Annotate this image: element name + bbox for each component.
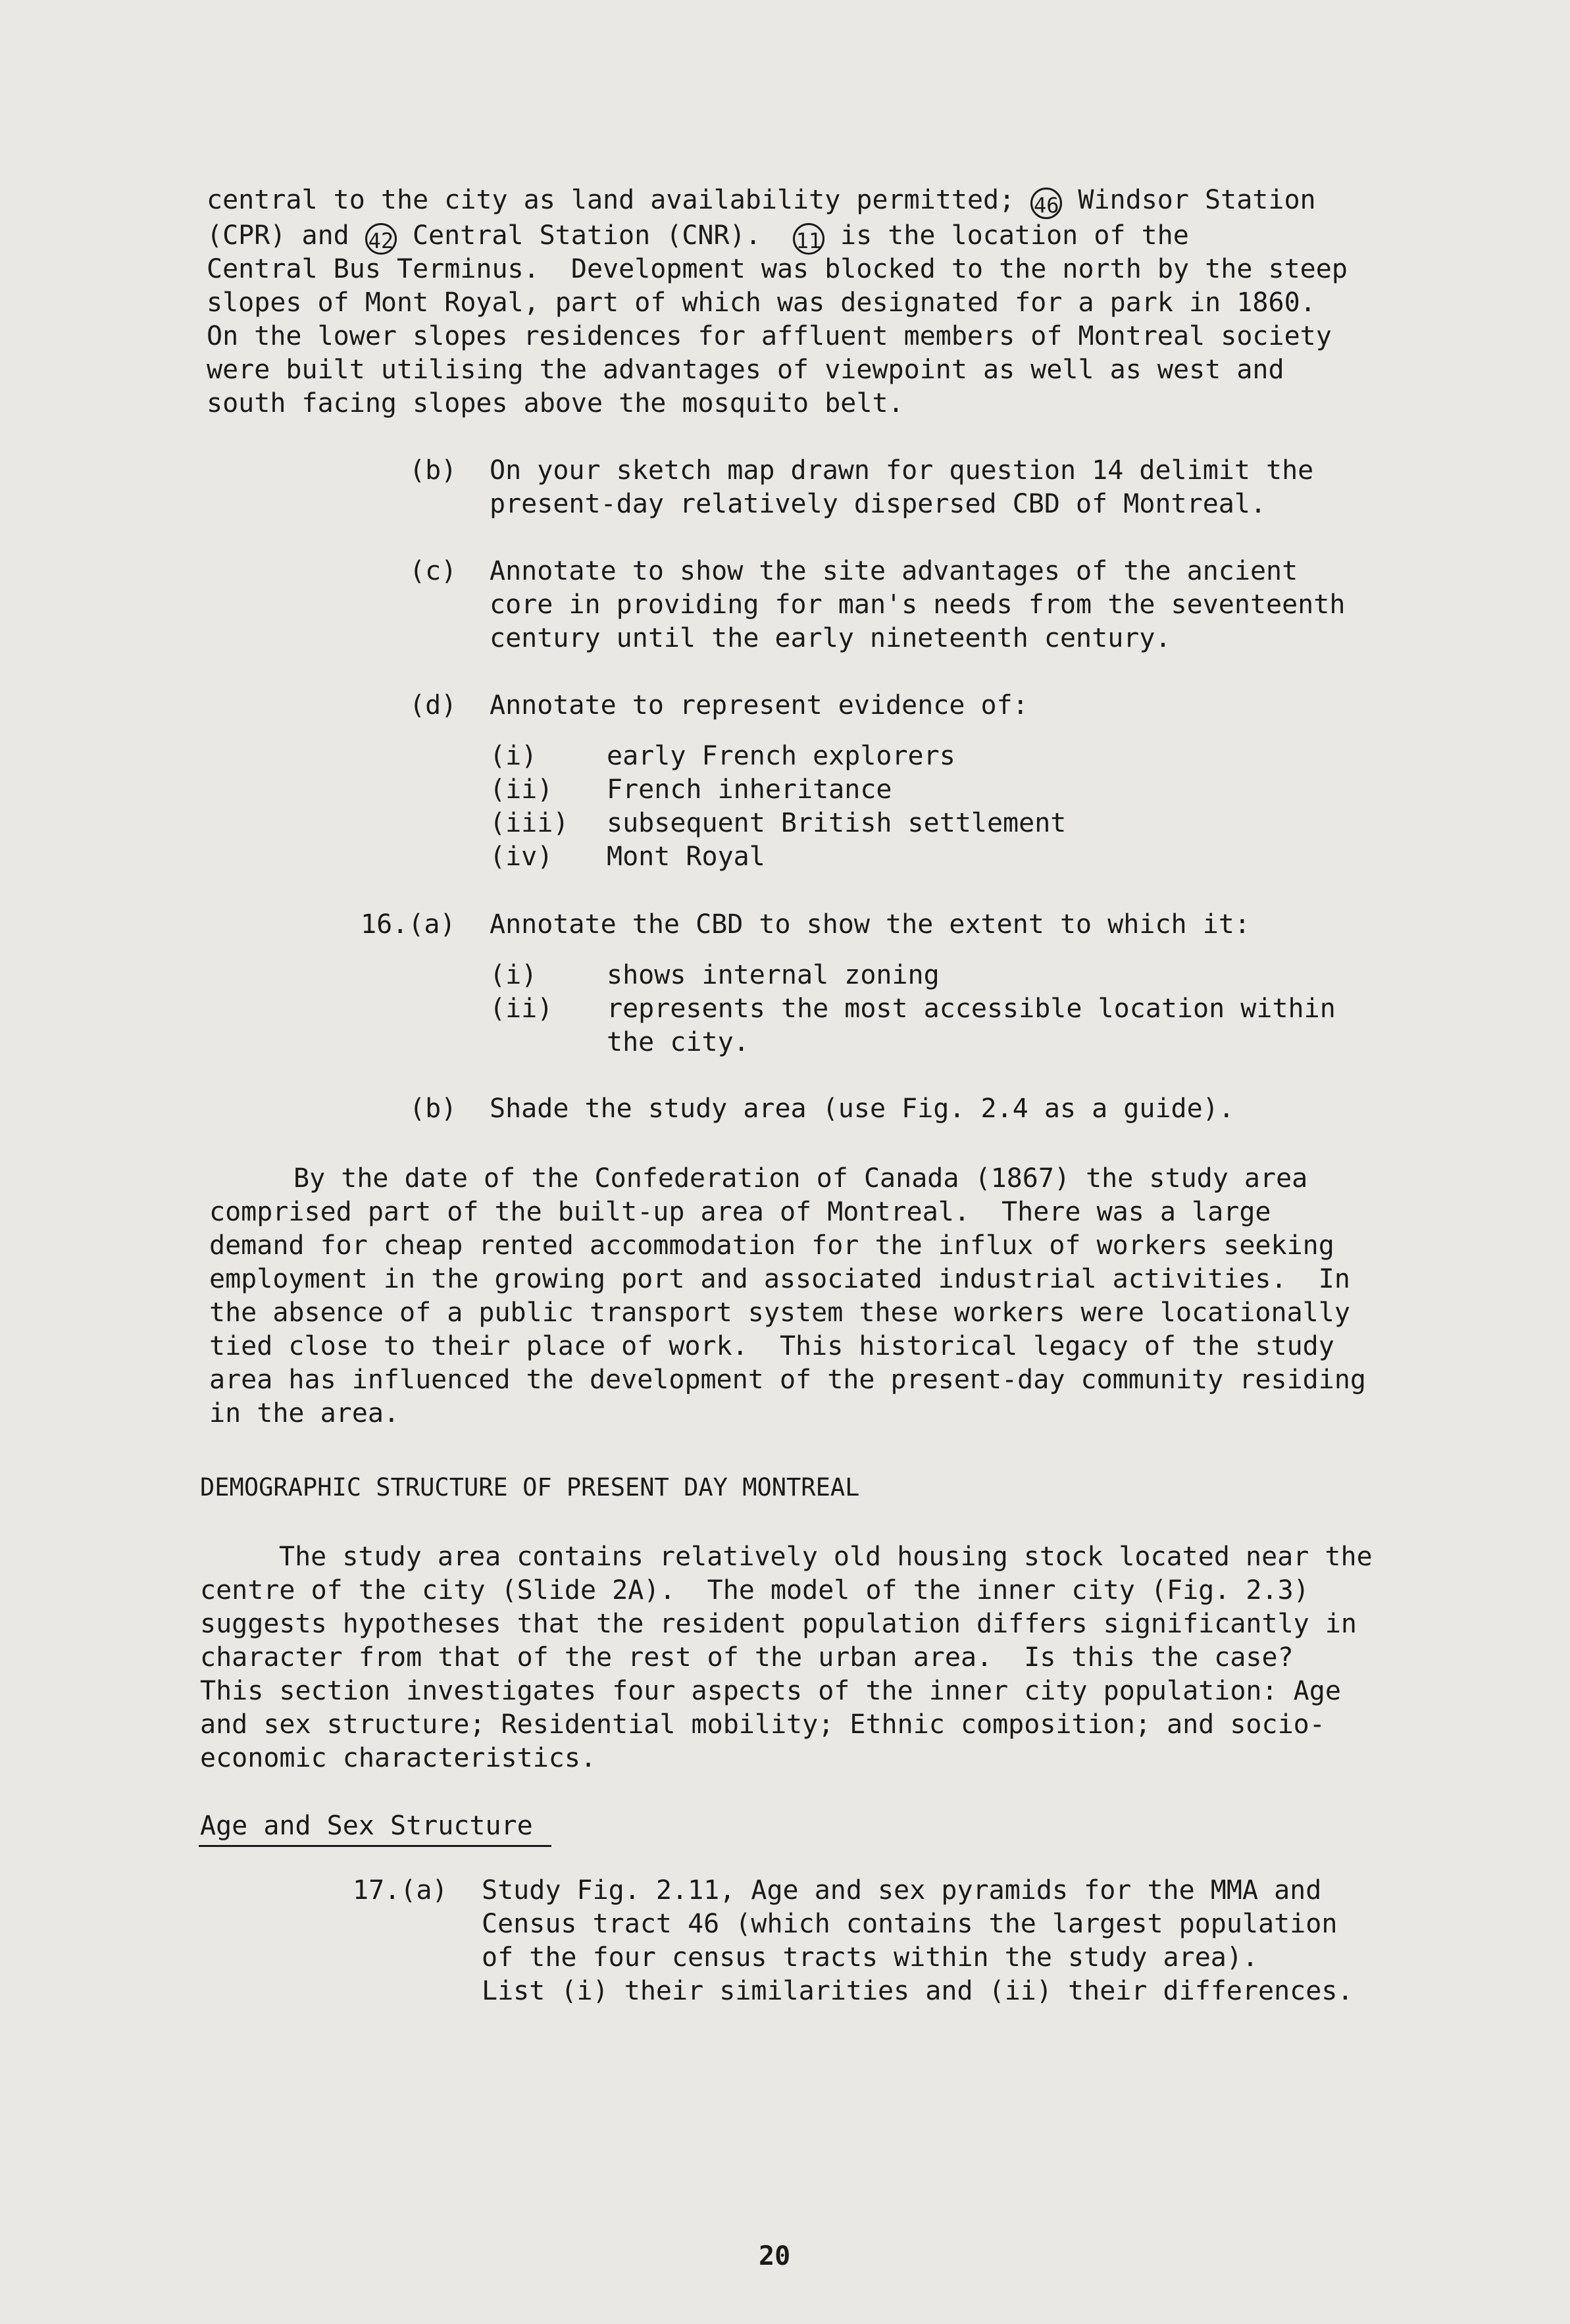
- circled-number-11: 11: [793, 223, 824, 255]
- q16b-line-1: Shade the study area (use Fig. 2.4 as a guide).: [490, 1094, 1234, 1124]
- q17a-line: Study Fig. 2.11, Age and sex pyramids for the MMA and: [482, 1875, 1322, 1906]
- q15d-item-text: Mont Royal: [607, 842, 765, 872]
- q15d-label: (d): [409, 690, 457, 720]
- para1-line: demand for cheap rented accommodation for the influx of workers seeking: [209, 1230, 1334, 1261]
- para1-line: tied close to their place of work. This historical legacy of the study: [209, 1331, 1334, 1361]
- intro-text: is the location of the: [840, 220, 1189, 251]
- q15c-label: (c): [409, 556, 457, 586]
- intro-line-2: [207, 219, 1189, 255]
- q17a-line: of the four census tracts within the study area).: [482, 1942, 1259, 1973]
- q15b-line-1: On your sketch map drawn for question 14 delimit the: [490, 455, 1314, 486]
- q15c-line-1: Annotate to show the site advantages of the ancient: [490, 556, 1298, 586]
- para2-line: centre of the city (Slide 2A). The model of the inner city (Fig. 2.3): [200, 1575, 1309, 1605]
- q16b-label: (b): [409, 1094, 457, 1124]
- section-heading: DEMOGRAPHIC STRUCTURE OF PRESENT DAY MONTREAL: [200, 1473, 860, 1502]
- intro-text: central to the city as land availability permitted;: [207, 185, 1015, 215]
- para1-line: in the area.: [209, 1398, 399, 1428]
- q15d-item-num: (iii): [490, 808, 569, 838]
- page-number: 20: [759, 2241, 791, 2271]
- intro-line-7: south facing slopes above the mosquito belt.: [207, 388, 904, 418]
- intro-text: (CPR) and: [207, 220, 349, 251]
- q15d-item-num: (i): [490, 741, 538, 771]
- para2-line: The study area contains relatively old housing stock located near the: [279, 1542, 1373, 1572]
- para1-line: area has influenced the development of the present-day community residing: [209, 1365, 1366, 1395]
- circled-number-42: 42: [365, 223, 397, 255]
- q15d-line-1: Annotate to represent evidence of:: [490, 690, 1028, 720]
- para2-line: suggests hypotheses that the resident population differs significantly in: [200, 1609, 1357, 1639]
- q16a-item-text: shows internal zoning: [607, 960, 940, 990]
- q15c-line-2: core in providing for man's needs from the seventeenth: [490, 590, 1346, 620]
- q15d-item-text: subsequent British settlement: [607, 808, 1067, 838]
- intro-line-5: On the lower slopes residences for affluent members of Montreal society: [207, 321, 1332, 351]
- intro-line-6: were built utilising the advantages of viewpoint as well as west and: [207, 355, 1284, 385]
- circled-number-46: 46: [1030, 188, 1062, 219]
- para2-line: character from that of the rest of the urban area. Is this the case?: [200, 1642, 1294, 1673]
- para2-line: This section investigates four aspects of the inner city population: Age: [200, 1676, 1341, 1706]
- intro-line-4: slopes of Mont Royal, part of which was designated for a park in 1860.: [207, 288, 1316, 318]
- q15d-item-text: French inheritance: [607, 774, 892, 805]
- para2-line: economic characteristics.: [200, 1743, 597, 1773]
- q15d-item-num: (ii): [490, 774, 553, 805]
- q17a-line: Census tract 46 (which contains the largest population: [482, 1909, 1338, 1939]
- heading-underline: [199, 1845, 551, 1847]
- q16a-item-num: (i): [490, 960, 538, 990]
- intro-line-1: [207, 184, 1316, 219]
- q15b-line-2: present-day relatively dispersed CBD of Montreal.: [490, 489, 1267, 519]
- q15b-label: (b): [409, 455, 457, 486]
- q16a-line-1: Annotate the CBD to show the extent to which it:: [490, 909, 1250, 940]
- q15c-line-3: century until the early nineteenth century.: [490, 623, 1171, 653]
- subsection-heading: Age and Sex Structure: [200, 1811, 533, 1841]
- q17a-label: 17.(a): [353, 1875, 448, 1906]
- para1-line: comprised part of the built-up area of Montreal. There was a large: [209, 1197, 1271, 1227]
- para2-line: and sex structure; Residential mobility; Ethnic composition; and socio-: [200, 1709, 1325, 1740]
- intro-text: Windsor Station: [1078, 185, 1316, 215]
- q16a-label: 16.(a): [361, 909, 456, 940]
- para1-line: employment in the growing port and associated industrial activities. In: [209, 1264, 1350, 1294]
- para1-line: By the date of the Confederation of Canada (1867) the study area: [293, 1163, 1308, 1194]
- q16a-item-text-cont: the city.: [607, 1027, 749, 1057]
- q16a-item-num: (ii): [490, 994, 553, 1024]
- q16a-item-text: represents the most accessible location within: [607, 994, 1336, 1024]
- intro-text: Central Station (CNR).: [412, 220, 761, 251]
- para1-line: the absence of a public transport system these workers were locationally: [209, 1298, 1350, 1328]
- q17a-line: List (i) their similarities and (ii) their differences.: [482, 1976, 1354, 2006]
- q15d-item-text: early French explorers: [607, 741, 955, 771]
- q15d-item-num: (iv): [490, 842, 553, 872]
- intro-line-3: Central Bus Terminus. Development was blocked to the north by the steep: [207, 254, 1348, 284]
